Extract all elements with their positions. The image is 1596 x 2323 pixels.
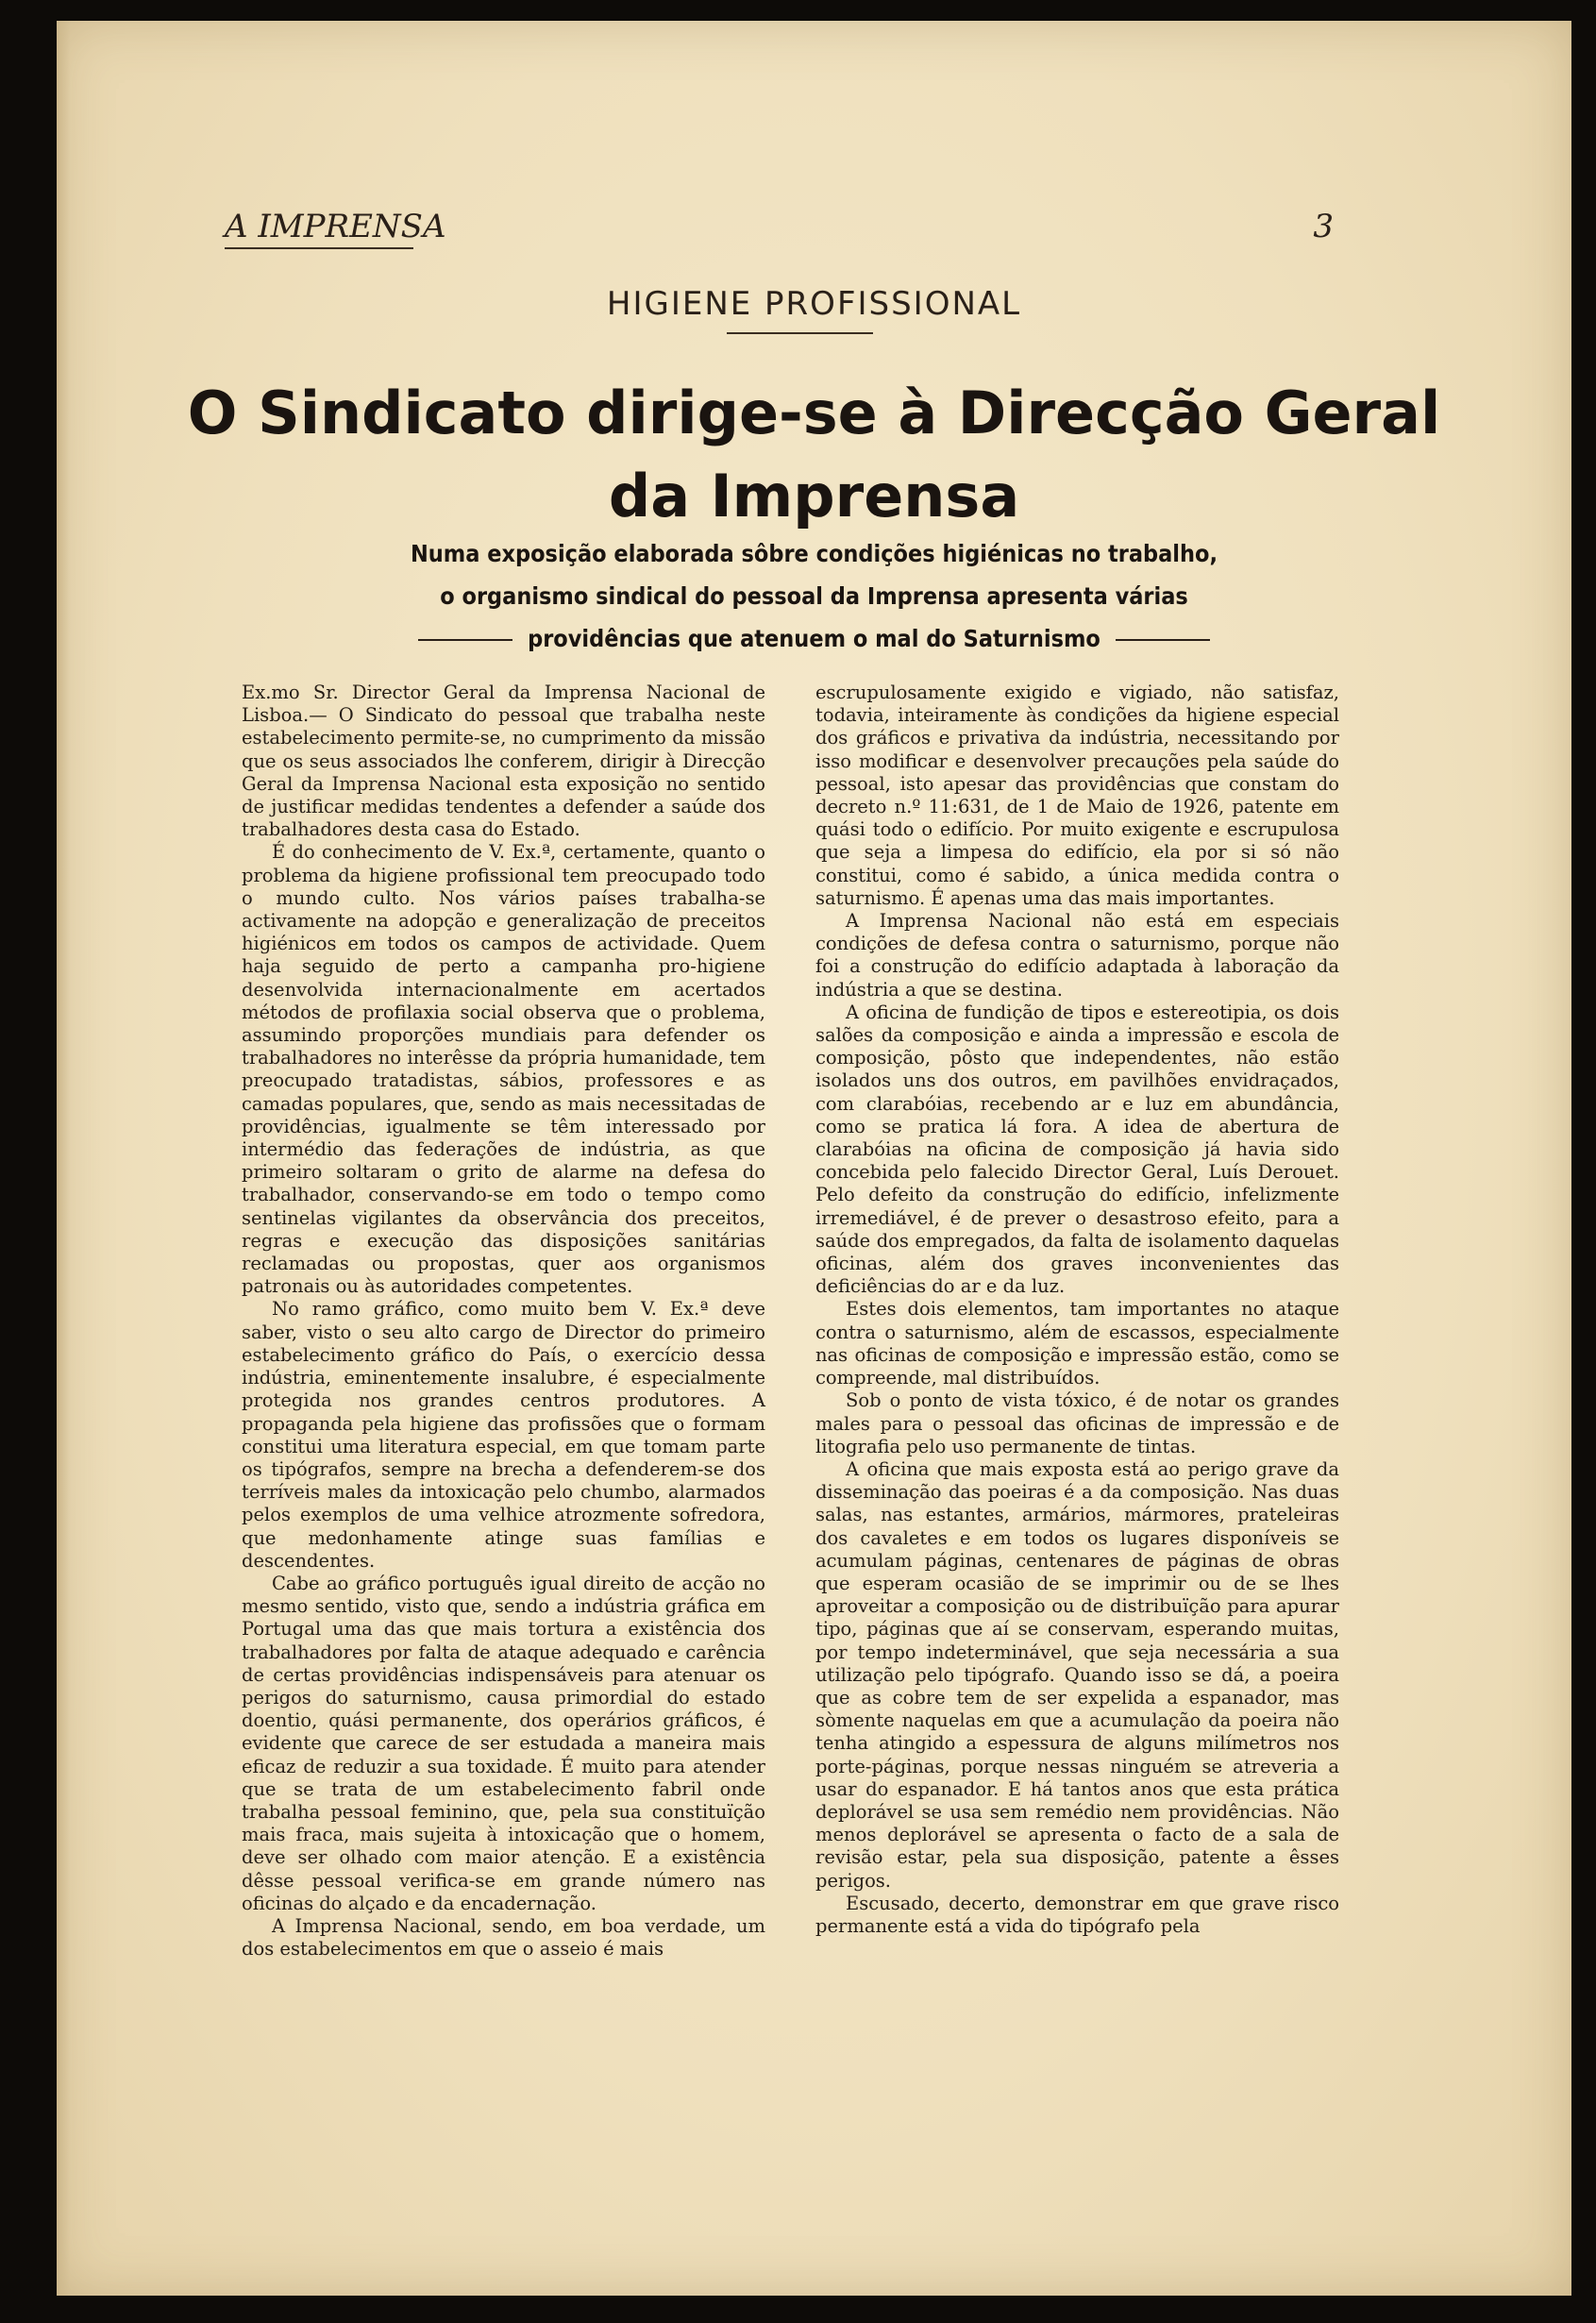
deck-line-3-wrapper: [330, 617, 1298, 660]
article-headline: O Sindicato dirige-se à Direcção Geral da Imprensa: [187, 379, 1441, 530]
paragraph: A oficina de fundição de tipos e estereotipia, os dois salões da composição e ainda a impressão e escola de composição, pôsto que independentes, não estão isolados uns dos outros, em pavilhões envidraçados, com clarabóias, recebendo ar e luz em abundância, como se pratica lá fora. A idea de abertura de clarabóias na oficina de composição já havia sido concebida pelo falecido Director Geral, Luís Derouet. Pelo defeito da construção do edifício, infelizmente irremediável, é de prever o desastroso efeito, para a saúde dos empregados, da falta de isolamento daquelas oficinas, além dos graves inconvenientes das deficiências do ar e da luz.: [815, 1001, 1339, 1298]
section-heading: HIGIENE PROFISSIONAL: [606, 285, 1022, 323]
running-head: A IMPRENSA: [225, 208, 446, 245]
newspaper-sheet: [57, 21, 1571, 2296]
body-column-right: [815, 682, 1339, 1938]
paragraph: No ramo gráfico, como muito bem V. Ex.ª deve saber, visto o seu alto cargo de Director do primeiro estabelecimento gráfico do País, o exercício dessa indústria, eminentemente insalubre, é especialmente protegida nos grandes centros produtores. A propaganda pela higiene das profissões que o formam constitui uma literatura especial, em que tomam parte os tipógrafos, sempre na brecha a defenderem-se dos terríveis males da intoxicação pelo chumbo, alarmados pelos exemplos de uma velhice atrozmente sofredora, que medonhamente atinge suas famílias e descendentes.: [242, 1298, 765, 1572]
paragraph: Escusado, decerto, demonstrar em que grave risco permanente está a vida do tipógrafo pela: [815, 1892, 1339, 1937]
paragraph: Sob o ponto de vista tóxico, é de notar os grandes males para o pessoal das oficinas de impressão e de litografia pelo uso permanente de tintas.: [815, 1389, 1339, 1457]
paragraph: escrupulosamente exigido e vigiado, não satisfaz, todavia, inteiramente às condições da higiene especial dos gráficos e privativa da indústria, necessitando por isso modificar e desenvolver precauções pela saúde do pessoal, isto apesar das providências que constam do decreto n.º 11:631, de 1 de Maio de 1926, patente em quási todo o edifício. Por muito exigente e escrupulosa que seja a limpesa do edifício, ela por si só não constitui, como é sabido, a única medida contra o saturnismo. É apenas uma das mais importantes.: [815, 682, 1339, 909]
body-column-left: [242, 682, 765, 1961]
paragraph: A Imprensa Nacional não está em especiais condições de defesa contra o saturnismo, porque não foi a construção do edifício adaptada à laboração da indústria a que se destina.: [815, 910, 1339, 1001]
paragraph: Cabe ao gráfico português igual direito de acção no mesmo sentido, visto que, sendo a indústria gráfica em Portugal uma das que mais tortura a existência dos trabalhadores por falta de ataque adequado e carência de certas providências indispensáveis para atenuar os perigos do saturnismo, causa primordial do estado doentio, quási permanente, dos operários gráficos, é evidente que carece de ser estudada a maneira mais eficaz de reduzir a sua toxidade. É muito para atender que se trata de um estabelecimento fabril onde trabalha pessoal feminino, que, pela sua constituïção mais fraca, mais sujeita à intoxicação que o homem, deve ser olhado com maior atenção. E a existência dêsse pessoal verifica-se em grande número nas oficinas do alçado e da encadernação.: [242, 1572, 765, 1914]
running-head-rule: [225, 247, 413, 249]
deck-line-2: o organismo sindical do pessoal da Imprensa apresenta várias: [440, 582, 1188, 610]
section-rule: [727, 332, 873, 334]
deck-line-3: providências que atenuem o mal do Saturnismo: [528, 625, 1100, 652]
paragraph: A oficina que mais exposta está ao perigo grave da disseminação das poeiras é a da composição. Nas duas salas, nas estantes, armários, mármores, prateleiras dos cavaletes e em todos os lugares disponíveis se acumulam páginas, centenares de páginas de obras que esperam ocasião de se imprimir ou de se lhes aproveitar a composição ou de distribuïção para apurar tipo, páginas que aí se conservam, esperando muitas, por tempo indeterminável, que seja necessária a sua utilização pelo tipógrafo. Quando isso se dá, a poeira que as cobre tem de ser expelida a espanador, mas sòmente naquelas em que a acumulação da poeira não tenha atingido a espessura de alguns milímetros nos porte-páginas, porque nessas ninguém se atreveria a usar do espanador. E há tantos anos que esta prática deplorável se usa sem remédio nem providências. Não menos deplorável se apresenta o facto de a sala de revisão estar, pela sua disposição, patente a êsses perigos.: [815, 1457, 1339, 1892]
page-number: 3: [1313, 208, 1334, 245]
deck-line-1: Numa exposição elaborada sôbre condições higiénicas no trabalho,: [410, 540, 1218, 567]
paragraph: A Imprensa Nacional, sendo, em boa verdade, um dos estabelecimentos em que o asseio é mais: [242, 1914, 765, 1961]
page-fold-shadow: [57, 21, 70, 2296]
article-deck: [330, 532, 1298, 660]
deck-dash-right: [1116, 639, 1210, 641]
paragraph: Ex.mo Sr. Director Geral da Imprensa Nacional de Lisboa.— O Sindicato do pessoal que trabalha neste estabelecimento permite-se, no cumprimento da missão que os seus associados lhe conferem, dirigir à Direcção Geral da Imprensa Nacional esta exposição no sentido de justificar medidas tendentes a defender a saúde dos trabalhadores desta casa do Estado.: [242, 682, 765, 841]
deck-dash-left: [418, 639, 512, 641]
paragraph: É do conhecimento de V. Ex.ª, certamente, quanto o problema da higiene profissional tem preocupado todo o mundo culto. Nos vários países trabalha-se activamente na adopção e generalização de preceitos higiénicos em todos os campos de actividade. Quem haja seguido de perto a campanha pro-higiene desenvolvida internacionalmente em acertados métodos de profilaxia social observa que o problema, assumindo proporções mundiais para defender os trabalhadores no interêsse da própria humanidade, tem preocupado tratadistas, sábios, professores e as camadas populares, que, sendo as mais necessitadas de providências, igualmente se têm interessado por intermédio das federações de indústria, as que primeiro soltaram o grito de alarme na defesa do trabalhador, conservando-se em todo o tempo como sentinelas vigilantes da observância dos preceitos, regras e execução das disposições sanitárias reclamadas ou propostas, quer aos organismos patronais ou às autoridades competentes.: [242, 841, 765, 1298]
paragraph: Estes dois elementos, tam importantes no ataque contra o saturnismo, além de escassos, especialmente nas oficinas de composição e impressão estão, como se compreende, mal distribuídos.: [815, 1298, 1339, 1389]
